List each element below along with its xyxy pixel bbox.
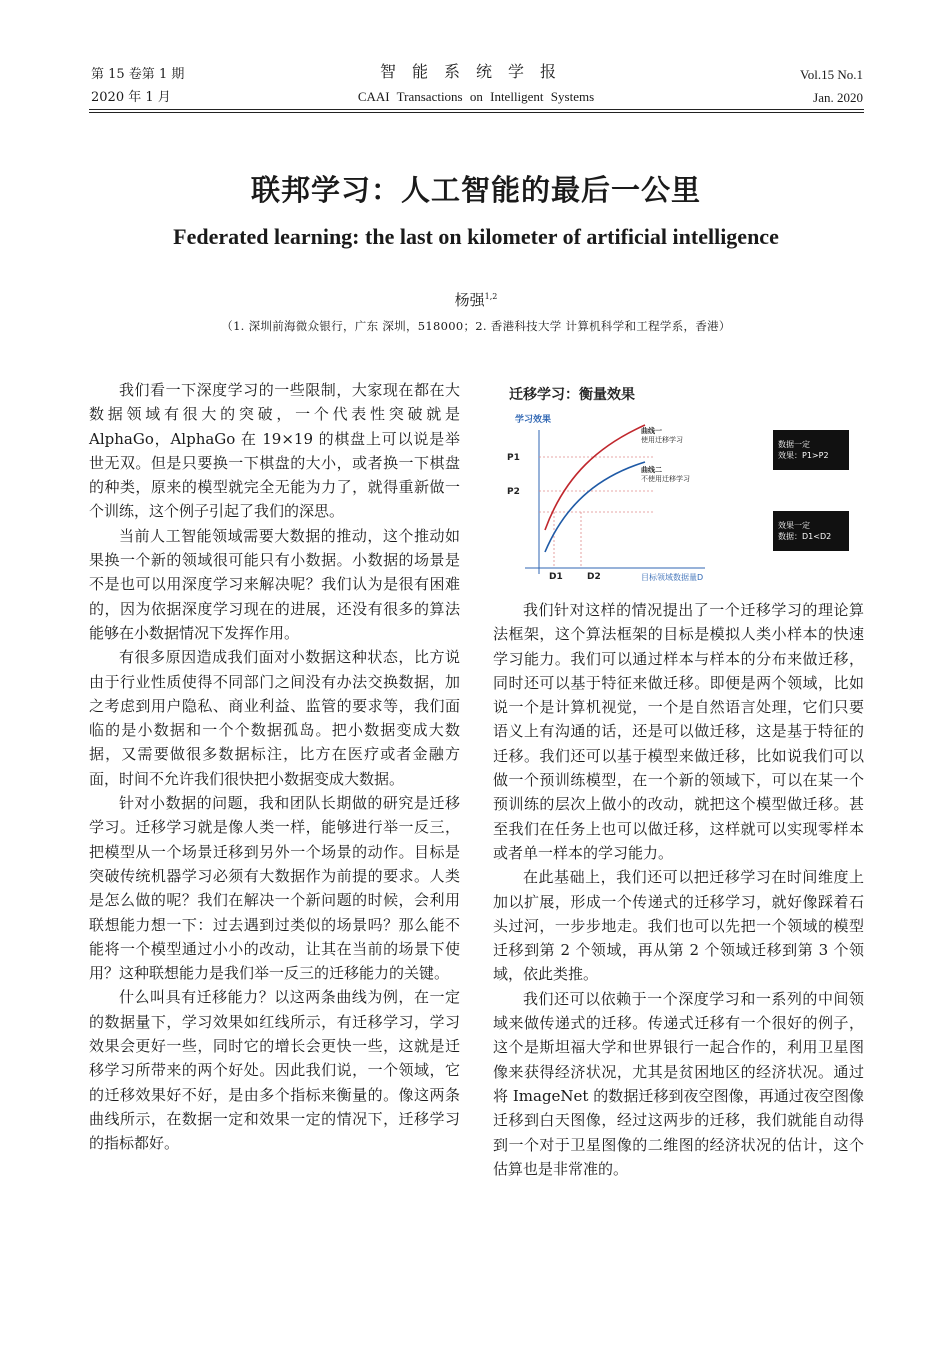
annotation-1-line1: 数据一定 <box>778 440 810 449</box>
title-chinese: 联邦学习：人工智能的最后一公里 <box>250 173 701 207</box>
y-tick-p1: P1 <box>507 453 520 463</box>
paragraph: 有很多原因造成我们面对小数据这种状态，比方说由于行业性质使得不同部门之间没有办法交换数据，加之考虑到用户隐私、商业利益、监管的要求等，我们面临的是小数据和一个个数据孤岛。把小数据变成大数据，又需要做很多数据标注，比方在医疗或者金融方面，时间不允许我们很快把小数据变成大数据。 <box>89 648 460 788</box>
series-transfer-curve <box>545 425 645 530</box>
transfer-learning-figure <box>495 380 867 590</box>
chart-title: 迁移学习：衡量效果 <box>509 387 635 403</box>
paragraph: 我们针对这样的情况提出了一个迁移学习的理论算法框架，这个算法框架的目标是模拟人类小样本的快速学习能力。我们可以通过样本与样本的分布来做迁移，同时还可以基于特征来做迁移。即便是两个领域，比如说一个是计算机视觉，一个是自然语言处理，它们只要语义上有沟通的话，还是可以做迁移，这是基于特征的迁移。我们还可以基于模型来做迁移，比如说我们可以做一个预训练模型，在一个新的领域下，可以在某一个预训练的层次上做小的改动，就把这个模型做迁移。甚至我们在任务上也可以做迁移，这样就可以实现零样本或者单一样本的学习能力。 <box>493 601 864 862</box>
header-rule-thin <box>89 112 864 113</box>
legend-series-2-desc: 不使用迁移学习 <box>641 475 690 483</box>
annotation-2-line1: 效果一定 <box>778 521 810 530</box>
header-volume-en: Vol.15 No.1 <box>800 67 863 82</box>
legend-series-2-name: 曲线二 <box>641 466 662 474</box>
annotation-1-line2: 效果：P1>P2 <box>778 451 829 460</box>
header-volume: 第 15 卷第 1 期 <box>91 67 185 82</box>
left-column <box>89 378 460 1156</box>
x-tick-d1: D1 <box>549 572 563 582</box>
paragraph: 针对小数据的问题，我和团队长期做的研究是迁移学习。迁移学习就是像人类一样，能够进行举一反三，把模型从一个场景迁移到另外一个场景的动作。目标是突破传统机器学习必须有大数据作为前提的要求。人类是怎么做的呢？我们在解决一个新问题的时候，会利用联想能力想一下：过去遇到过类似的场景吗？那么能不能将一个模型通过小小的改动，让其在当前的场景下使用？这种联想能力是我们举一反三的迁移能力的关键。 <box>89 794 460 983</box>
paragraph: 在此基础上，我们还可以把迁移学习在时间维度上加以扩展，形成一个传递式的迁移学习，就好像踩着石头过河，一步步地走。我们也可以先把一个领域的模型迁移到第 2 个领域，再从第 2 个领域迁移到第 3 个领域，依此类推。 <box>493 868 864 984</box>
y-axis-label: 学习效果 <box>515 415 552 425</box>
annotation-2-line2: 数据：D1<D2 <box>778 532 832 541</box>
x-axis-label: 目标领域数据量D <box>641 573 704 582</box>
header-journal-cn: 智能系统学报 <box>379 62 572 81</box>
author <box>0 289 952 310</box>
header-date-cn: 2020 年 1 月 <box>91 90 171 105</box>
series-no-transfer-curve <box>545 462 645 552</box>
right-column <box>493 598 864 1181</box>
title-english: Federated learning: the last on kilometer of artificial intelligence <box>173 224 779 249</box>
paragraph: 我们看一下深度学习的一些限制，大家现在都在大数据领域有很大的突破，一个代表性突破就是 AlphaGo，AlphaGo 在 19×19 的棋盘上可以说是举世无双。但是只要换一下棋盘的大小，或者换一下棋盘的种类，原来的模型就完全无能为力了，就得重新做一个训练，这个例子引起了我们的深思。 <box>89 381 460 521</box>
y-tick-p2: P2 <box>507 487 520 497</box>
affiliation: （1. 深圳前海微众银行，广东 深圳，518000；2. 香港科技大学 计算机科学和工程学系，香港） <box>221 319 731 333</box>
paragraph: 当前人工智能领域需要大数据的推动，这个推动如果换一个新的领域很可能只有小数据。小数据的场景是不是也可以用深度学习来解决呢？我们认为是很有困难的，因为依据深度学习现在的进展，还没有很多的算法能够在小数据情况下发挥作用。 <box>89 526 460 642</box>
annotation-box-2 <box>773 511 849 551</box>
legend-series-1-desc: 使用迁移学习 <box>641 436 683 444</box>
header-journal-en: CAAI Transactions on Intelligent Systems <box>357 89 595 104</box>
paragraph: 什么叫具有迁移能力？以这两条曲线为例，在一定的数据量下，学习效果如红线所示，有迁移学习，学习效果会更好一些，同时它的增长会更快一些，这就是迁移学习所带来的两个好处。因此我们说，一个领域，它的迁移效果好不好，是由多个指标来衡量的。像这两条曲线所示，在数据一定和效果一定的情况下，迁移学习的指标都好。 <box>89 988 460 1153</box>
legend-series-1-name: 曲线一 <box>641 427 662 435</box>
author-affiliation-marker: 1,2 <box>484 292 498 301</box>
header-date-en: Jan. 2020 <box>813 90 863 105</box>
chart-svg <box>495 380 867 590</box>
annotation-box-1 <box>773 430 849 470</box>
x-tick-d2: D2 <box>587 572 601 582</box>
paragraph: 我们还可以依赖于一个深度学习和一系列的中间领域来做传递式的迁移。传递式迁移有一个很好的例子，这个是斯坦福大学和世界银行一起合作的，利用卫星图像来获得经济状况，尤其是贫困地区的经济状况。通过将 ImageNet 的数据迁移到夜空图像，再通过夜空图像迁移到白天图像，经过这两步的迁移，我们就能自动得到一个对于卫星图像的二维图的经济状况的估计，这个估算也是非常准的。 <box>493 989 864 1178</box>
author-name: 杨强 <box>454 291 485 309</box>
header-rule <box>89 109 864 110</box>
